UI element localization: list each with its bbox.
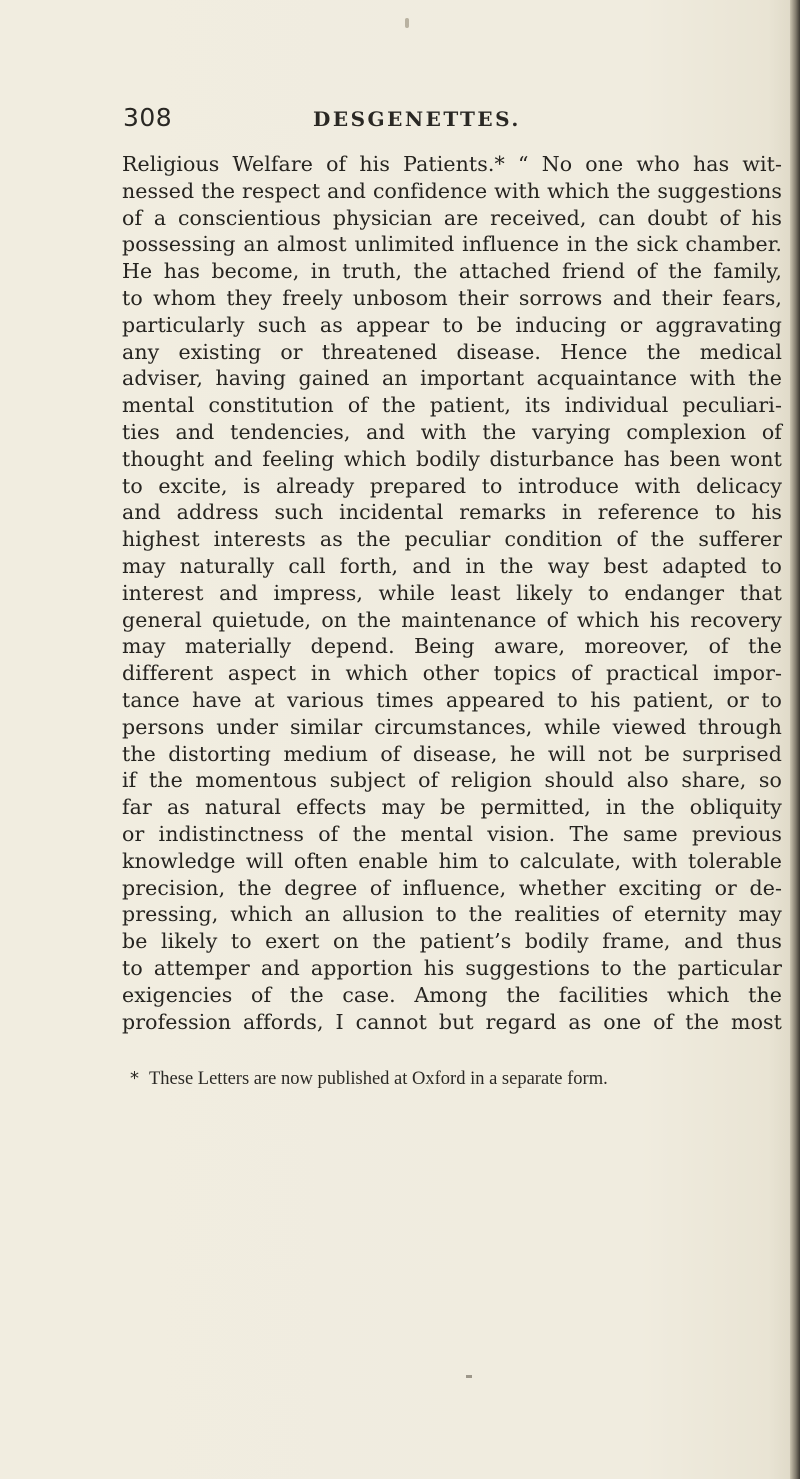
text-line: be likely to exert on the patient’s bodily frame, and thus <box>122 929 782 954</box>
text-line: exigencies of the case. Among the facilities which the <box>122 982 782 1007</box>
text-line: tance have at various times appeared to his patient, or to <box>122 687 782 712</box>
text-line: or indistinctness of the mental vision. The same previous <box>122 821 782 846</box>
text-line: adviser, having gained an important acquaintance with the <box>122 366 782 391</box>
footnote-text: These Letters are now published at Oxford in a separate form. <box>149 1069 608 1089</box>
page-blemish <box>466 1375 472 1378</box>
text-line: general quietude, on the maintenance of which his recovery <box>122 607 782 632</box>
text-line: nessed the respect and confidence with which the suggestions <box>122 178 782 203</box>
text-line: persons under similar circumstances, while viewed through <box>122 714 782 739</box>
text-line: pressing, which an allusion to the realities of eternity may <box>122 902 782 927</box>
page-number: 308 <box>123 103 173 132</box>
text-line: profession affords, I cannot but regard as one of the most <box>122 1009 782 1034</box>
text-line: interest and impress, while least likely to endanger that <box>122 580 782 605</box>
running-head: DESGENETTES. <box>313 107 521 131</box>
text-line: ties and tendencies, and with the varying complexion of <box>122 419 782 444</box>
text-line: the distorting medium of disease, he will not be surprised <box>122 741 782 766</box>
text-line: if the momentous subject of religion should also share, so <box>122 768 782 793</box>
text-line: precision, the degree of influence, whether exciting or de- <box>122 875 782 900</box>
text-line: to whom they freely unbosom their sorrows and their fears, <box>122 285 782 310</box>
text-line: particularly such as appear to be inducing or aggravating <box>122 312 782 337</box>
page-blemish <box>405 18 409 28</box>
text-line: to excite, is already prepared to introduce with delicacy <box>122 473 782 498</box>
text-line: of a conscientious physician are received, can doubt of his <box>122 205 782 230</box>
text-line: He has become, in truth, the attached friend of the family, <box>122 259 782 284</box>
text-line: far as natural effects may be permitted, in the obliquity <box>122 795 782 820</box>
text-line: may materially depend. Being aware, moreover, of the <box>122 634 782 659</box>
text-line: different aspect in which other topics of practical impor- <box>122 661 782 686</box>
page-edge-shadow <box>790 0 800 1479</box>
text-line: and address such incidental remarks in reference to his <box>122 500 782 525</box>
text-line: to attemper and apportion his suggestions to the particular <box>122 955 782 980</box>
text-line: mental constitution of the patient, its individual peculiari- <box>122 393 782 418</box>
body-text <box>122 151 782 1035</box>
text-line: may naturally call forth, and in the way best adapted to <box>122 553 782 578</box>
footnote <box>122 1067 782 1091</box>
text-line: knowledge will often enable him to calculate, with tolerable <box>122 848 782 873</box>
page-header <box>123 103 763 143</box>
footnote-mark: * <box>130 1068 139 1089</box>
text-line: thought and feeling which bodily disturbance has been wont <box>122 446 782 471</box>
text-line: any existing or threatened disease. Hence the medical <box>122 339 782 364</box>
text-line: highest interests as the peculiar condition of the sufferer <box>122 527 782 552</box>
text-line: possessing an almost unlimited influence in the sick chamber. <box>122 232 782 257</box>
text-line: Religious Welfare of his Patients.* “ No one who has wit- <box>122 152 782 176</box>
